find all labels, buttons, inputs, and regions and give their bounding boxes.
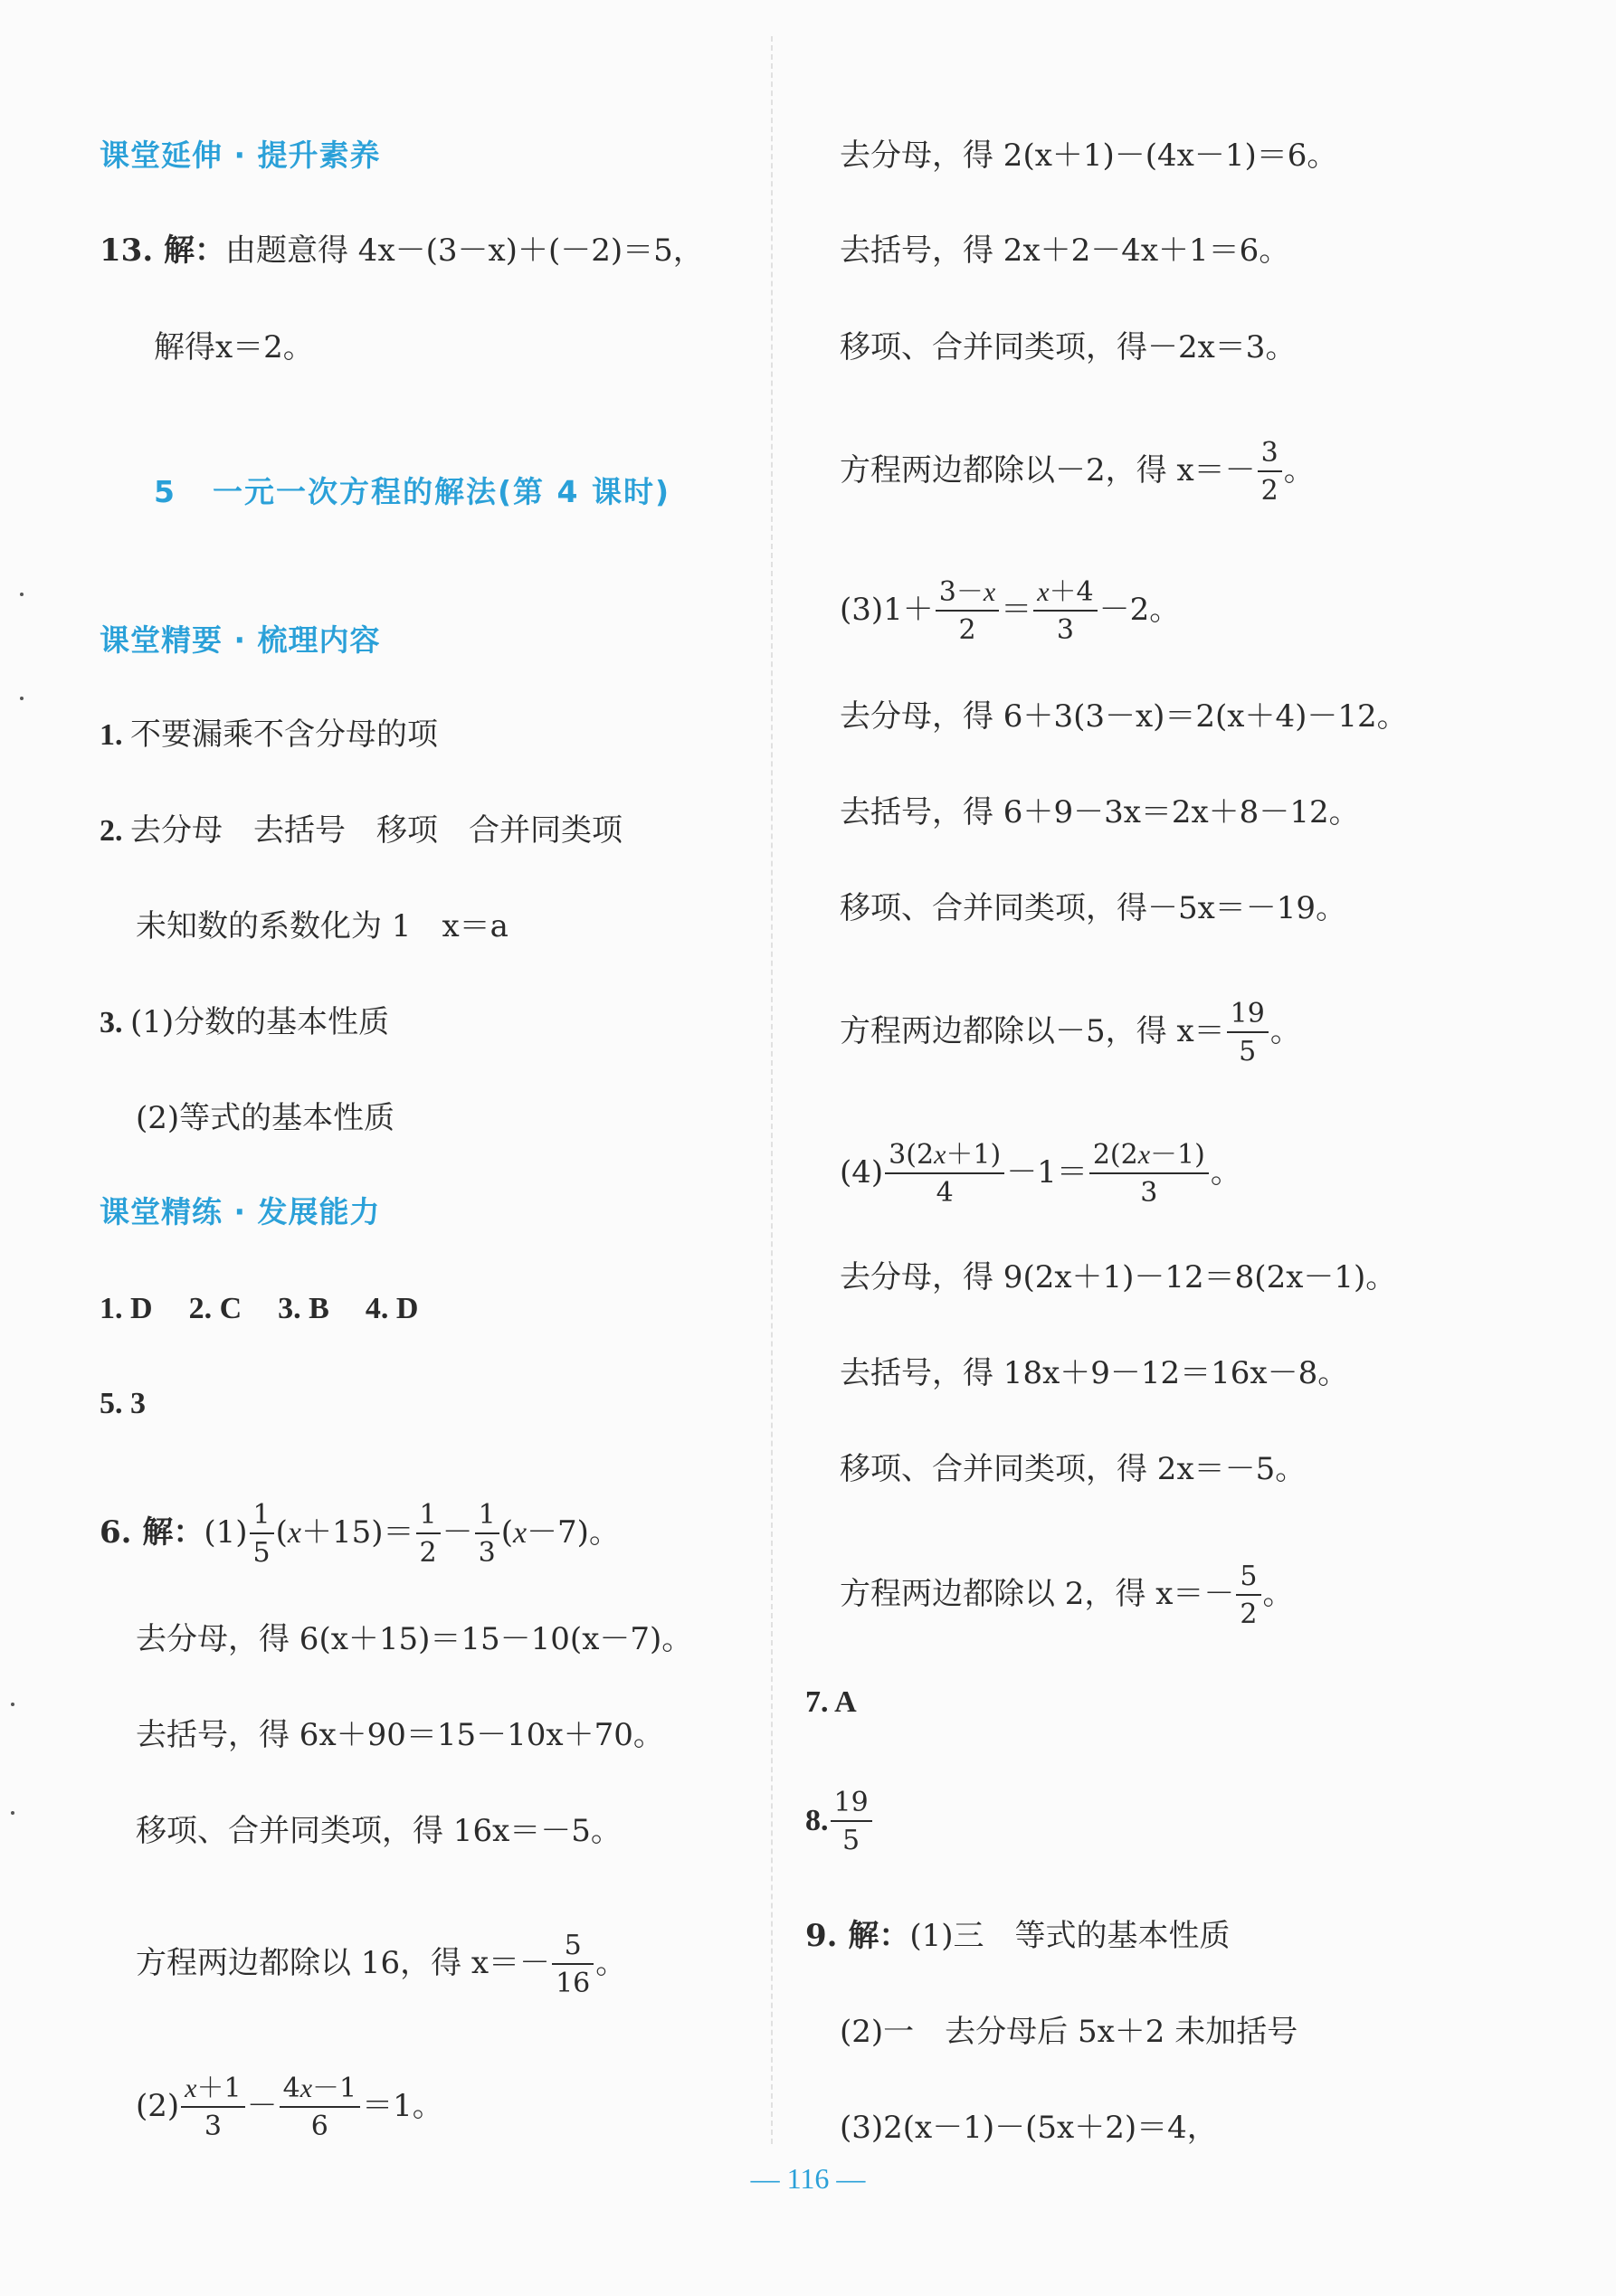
q9-1-text: (1)三 等式的基本性质 bbox=[909, 1918, 1231, 1954]
r14-frac-den: 2 bbox=[1240, 1599, 1258, 1630]
r9-frac-num: 19 bbox=[1227, 1001, 1269, 1033]
r-step-1: 去分母，得 2(x＋1)－(4x－1)＝6。 bbox=[840, 138, 1338, 174]
section-number: 5 bbox=[154, 474, 176, 509]
margin-dot bbox=[20, 697, 24, 700]
q6-4-prefix: (4) bbox=[840, 1154, 884, 1191]
answer-8-frac-num: 19 bbox=[831, 1789, 872, 1822]
r-step-12: 去括号，得 18x＋9－12＝16x－8。 bbox=[840, 1355, 1349, 1391]
essence-item-3: 3. (1)分数的基本性质 bbox=[100, 1004, 390, 1040]
q9-line-1 bbox=[805, 1916, 1231, 1956]
q6-1-prefix: (1) bbox=[204, 1514, 248, 1551]
answer-8-label: 8. bbox=[805, 1804, 829, 1837]
essence-2-text: 去分母 去括号 移项 合并同类项 bbox=[130, 812, 623, 849]
r-step-14: 方程两边都除以 2，得 x＝－ $\frac{5}{2}$ 。 bbox=[840, 1561, 1294, 1630]
q13-label: 13. 解： bbox=[100, 232, 225, 269]
r-step-6: 去分母，得 6＋3(3－x)＝2(x＋4)－12。 bbox=[840, 698, 1408, 735]
answer-4: 4. D bbox=[365, 1292, 419, 1325]
heading-classroom-extension: 课堂延伸 · 提升素养 bbox=[100, 138, 381, 173]
q9-line-2: (2)一 去分母后 5x＋2 未加括号 bbox=[840, 2014, 1298, 2050]
r-step-7: 去括号，得 6＋9－3x＝2x＋8－12。 bbox=[840, 794, 1360, 830]
q6-1-step-4: 方程两边都除以 16，得 x＝－ $\frac{5}{16}$ 。 bbox=[136, 1930, 627, 1999]
q6-equation-3: (3)1＋ $\frac{3-x}{2}$ ＝ $\frac{x+4}{3}$ －2。 bbox=[840, 576, 1181, 646]
heading-classroom-practice: 课堂精练 · 发展能力 bbox=[100, 1194, 381, 1229]
section-title-text: 一元一次方程的解法(第 4 课时) bbox=[212, 474, 671, 509]
answer-2: 2. C bbox=[188, 1292, 242, 1325]
essence-item-3b: (2)等式的基本性质 bbox=[136, 1100, 395, 1136]
r-step-11: 去分母，得 9(2x＋1)－12＝8(2x－1)。 bbox=[840, 1259, 1397, 1295]
q13-line1 bbox=[100, 231, 704, 270]
q13-equation: 由题意得 4x－(3－x)＋(－2)＝5， bbox=[225, 232, 704, 269]
q6-label: 6. 解： bbox=[100, 1514, 204, 1551]
r4-frac-num: 3 bbox=[1258, 440, 1282, 472]
r14-frac-num: 5 bbox=[1236, 1563, 1260, 1596]
q6-1-step-1: 去分母，得 6(x＋15)＝15－10(x－7)。 bbox=[136, 1621, 693, 1657]
q6-equation-2: (2) $\frac{x+1}{3}$ － $\frac{4x-1}{6}$ ＝1。 bbox=[136, 2073, 443, 2142]
r9-frac-den: 5 bbox=[1239, 1036, 1257, 1067]
section-title bbox=[154, 472, 670, 512]
q9-label: 9. 解： bbox=[805, 1918, 910, 1954]
page-number: — 116 — bbox=[750, 2162, 866, 2195]
essence-3a-text: (1)分数的基本性质 bbox=[130, 1004, 390, 1040]
q6-1-frac-num: 5 bbox=[552, 1932, 594, 1965]
r-step-14-text: 方程两边都除以 2，得 x＝－ bbox=[840, 1576, 1235, 1612]
q6-1-step-3: 移项、合并同类项，得 16x＝－5。 bbox=[136, 1813, 622, 1849]
q6-equation-4: (4) $\frac{3(2x+1)}{4}$ －1＝ $\frac{2(2x-1)}{3}$ 。 bbox=[840, 1139, 1241, 1209]
answer-1: 1. D bbox=[100, 1292, 153, 1325]
r-step-9-text: 方程两边都除以－5，得 x＝ bbox=[840, 1013, 1225, 1049]
r4-frac-den: 2 bbox=[1260, 475, 1279, 507]
essence-item-1: 1. 不要漏乘不含分母的项 bbox=[100, 716, 438, 753]
r-step-4: 方程两边都除以－2，得 x＝－ $\frac{3}{2}$ 。 bbox=[840, 437, 1315, 507]
margin-dot bbox=[11, 1811, 14, 1815]
q6-equation-1: 6. 解：(1) $\frac{1}{5}$ (x＋15)＝ $\frac{1}{2}$ － $\frac{1}{3}$ (x－7)。 bbox=[100, 1499, 620, 1569]
margin-dot bbox=[20, 593, 24, 596]
q13-line2: 解得x＝2。 bbox=[154, 329, 314, 365]
answer-8 bbox=[805, 1789, 874, 1855]
q9-line-3: (3)2(x－1)－(5x＋2)＝4， bbox=[840, 2110, 1218, 2146]
column-divider bbox=[771, 36, 773, 2144]
q6-2-prefix: (2) bbox=[136, 2088, 180, 2124]
r-step-8: 移项、合并同类项，得－5x＝－19。 bbox=[840, 890, 1347, 926]
r-step-3: 移项、合并同类项，得－2x＝3。 bbox=[840, 329, 1297, 365]
answer-5: 5. 3 bbox=[100, 1387, 146, 1420]
margin-dot bbox=[11, 1703, 14, 1706]
q6-1-frac-den: 16 bbox=[556, 1968, 591, 1999]
answer-7: 7. A bbox=[805, 1685, 857, 1719]
essence-1-text: 不要漏乘不含分母的项 bbox=[130, 716, 438, 753]
answer-3: 3. B bbox=[278, 1292, 329, 1325]
answers-1-4 bbox=[100, 1288, 418, 1329]
r-step-2: 去括号，得 2x＋2－4x＋1＝6。 bbox=[840, 232, 1290, 269]
q6-3-prefix: (3)1＋ bbox=[840, 592, 934, 628]
r-step-4-text: 方程两边都除以－2，得 x＝－ bbox=[840, 452, 1256, 489]
essence-item-2b: 未知数的系数化为 1 x＝a bbox=[136, 908, 509, 944]
r-step-13: 移项、合并同类项，得 2x＝－5。 bbox=[840, 1451, 1307, 1487]
q6-1-step-4-text: 方程两边都除以 16，得 x＝－ bbox=[136, 1945, 551, 1981]
r-step-9: 方程两边都除以－5，得 x＝ $\frac{19}{5}$ 。 bbox=[840, 998, 1301, 1067]
heading-classroom-essence: 课堂精要 · 梳理内容 bbox=[100, 622, 381, 658]
q6-1-step-2: 去括号，得 6x＋90＝15－10x＋70。 bbox=[136, 1717, 664, 1753]
answer-8-frac-den: 5 bbox=[842, 1825, 860, 1856]
essence-item-2: 2. 去分母 去括号 移项 合并同类项 bbox=[100, 812, 623, 849]
